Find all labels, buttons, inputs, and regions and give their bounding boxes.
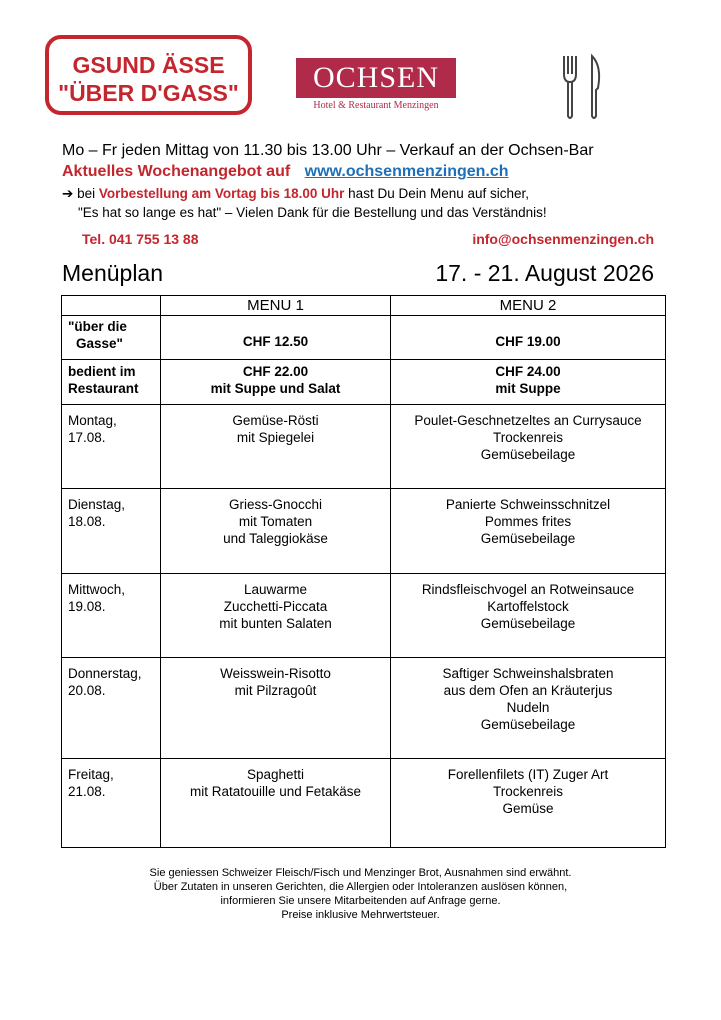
gasse-label-line-1: "über die bbox=[68, 319, 127, 334]
opening-hours: Mo – Fr jeden Mittag von 11.30 bis 13.00 Uhr – Verkauf an der Ochsen-Bar bbox=[62, 142, 594, 159]
gasse-label-line-2: Gasse" bbox=[76, 336, 123, 351]
header-empty-cell bbox=[62, 296, 161, 316]
gasse-price-menu-2: CHF 19.00 bbox=[391, 316, 666, 360]
day-cell bbox=[62, 405, 161, 489]
table-row bbox=[62, 759, 666, 848]
day-cell bbox=[62, 658, 161, 759]
preorder-pre: bei bbox=[73, 186, 99, 201]
menu-2-line: Gemüsebeilage bbox=[480, 717, 576, 732]
footer-line: Über Zutaten in unseren Gerichten, die Allergien oder Intoleranzen auslösen können, bbox=[153, 881, 568, 893]
day-cell bbox=[62, 574, 161, 658]
menu-2-line: Panierte Schweinsschnitzel bbox=[445, 497, 611, 512]
phone-number[interactable]: Tel. 041 755 13 88 bbox=[82, 231, 199, 247]
price-row-restaurant bbox=[62, 360, 666, 405]
menu-2-line: aus dem Ofen an Kräuterjus bbox=[443, 683, 613, 698]
menu-1-line: Gemüse-Rösti bbox=[232, 413, 319, 428]
menu-2-line: Forellenfilets (IT) Zuger Art bbox=[447, 767, 609, 782]
arrow-icon: ➔ bbox=[62, 186, 74, 201]
badge-line-2: "ÜBER D'GASS" bbox=[58, 80, 239, 106]
restaurant-price-menu-2-note: mit Suppe bbox=[495, 381, 561, 396]
day-cell bbox=[62, 489, 161, 574]
day-date: 20.08. bbox=[68, 683, 106, 698]
menu-table bbox=[61, 295, 666, 848]
restaurant-price-menu-1 bbox=[161, 360, 391, 405]
menu-2-cell bbox=[391, 759, 666, 848]
menu-1-line: mit Spiegelei bbox=[236, 430, 315, 445]
badge-line-1: GSUND ÄSSE bbox=[72, 52, 225, 78]
menu-1-line: mit Tomaten bbox=[238, 514, 313, 529]
knife-icon bbox=[592, 56, 599, 118]
menu-1-line: mit Ratatouille und Fetakäse bbox=[189, 784, 362, 799]
page-title: Menüplan bbox=[62, 260, 164, 286]
table-row bbox=[62, 489, 666, 574]
restaurant-label bbox=[62, 360, 161, 405]
menu-2-line: Poulet-Geschnetzeltes an Currysauce bbox=[414, 413, 642, 428]
gasse-label bbox=[62, 316, 161, 360]
gasse-price-menu-1: CHF 12.50 bbox=[161, 316, 391, 360]
table-row bbox=[62, 405, 666, 489]
header-menu-2: MENU 2 bbox=[391, 296, 666, 316]
weekly-offer-line bbox=[62, 163, 509, 181]
menu-2-line: Kartoffelstock bbox=[487, 599, 569, 614]
menu-2-line: Rindsfleischvogel an Rotweinsauce bbox=[421, 582, 635, 597]
menu-1-line: Griess-Gnocchi bbox=[228, 497, 323, 512]
restaurant-label-line-2: Restaurant bbox=[68, 381, 139, 396]
menu-2-line: Gemüsebeilage bbox=[480, 447, 576, 462]
menu-1-line: Lauwarme bbox=[243, 582, 308, 597]
table-row bbox=[62, 658, 666, 759]
menu-1-line: Weisswein-Risotto bbox=[220, 666, 331, 681]
day-name: Montag, bbox=[68, 413, 117, 428]
gsund-aesse-badge bbox=[45, 35, 252, 115]
day-name: Freitag, bbox=[68, 767, 114, 782]
day-name: Mittwoch, bbox=[68, 582, 126, 597]
footer-note bbox=[0, 866, 721, 922]
day-date: 18.08. bbox=[68, 514, 106, 529]
restaurant-price-menu-1-value: CHF 22.00 bbox=[242, 364, 309, 379]
menu-1-cell bbox=[161, 759, 391, 848]
menu-1-line: Spaghetti bbox=[246, 767, 305, 782]
table-header-row bbox=[62, 296, 666, 316]
cutlery-icon bbox=[556, 52, 606, 122]
header-menu-1: MENU 1 bbox=[161, 296, 391, 316]
menu-1-cell bbox=[161, 574, 391, 658]
price-row-gasse bbox=[62, 316, 666, 360]
footer-line: informieren Sie unsere Mitarbeitenden auf Anfrage gerne. bbox=[220, 895, 501, 907]
menu-1-line: mit bunten Salaten bbox=[219, 616, 332, 631]
menu-2-line: Saftiger Schweinshalsbraten bbox=[442, 666, 614, 681]
footer-line: Sie geniessen Schweizer Fleisch/Fisch und Menzinger Brot, Ausnahmen sind erwähnt. bbox=[149, 867, 572, 879]
menu-1-line: mit Pilzragoût bbox=[234, 683, 317, 698]
preorder-highlight: Vorbestellung am Vortag bis 18.00 Uhr bbox=[98, 186, 345, 201]
menu-2-line: Pommes frites bbox=[484, 514, 572, 529]
menu-1-cell bbox=[161, 658, 391, 759]
menu-2-line: Trockenreis bbox=[492, 784, 564, 799]
menu-1-line: Zucchetti-Piccata bbox=[223, 599, 328, 614]
day-name: Donnerstag, bbox=[68, 666, 142, 681]
menu-1-cell bbox=[161, 405, 391, 489]
week-date-range: 17. - 21. August 2026 bbox=[435, 260, 654, 286]
menu-2-cell bbox=[391, 405, 666, 489]
day-name: Dienstag, bbox=[68, 497, 126, 512]
menu-2-line: Gemüsebeilage bbox=[480, 531, 576, 546]
thanks-line: "Es hat so lange es hat" – Vielen Dank für die Bestellung und das Verständnis! bbox=[78, 205, 547, 220]
menu-2-cell bbox=[391, 489, 666, 574]
menu-2-line: Trockenreis bbox=[492, 430, 564, 445]
preorder-post: hast Du Dein Menu auf sicher, bbox=[344, 186, 530, 201]
email-address[interactable]: info@ochsenmenzingen.ch bbox=[472, 231, 654, 247]
menu-2-line: Nudeln bbox=[506, 700, 550, 715]
website-link[interactable]: www.ochsenmenzingen.ch bbox=[304, 163, 509, 180]
weekly-offer-text: Aktuelles Wochenangebot auf bbox=[62, 163, 291, 180]
fork-icon bbox=[564, 56, 576, 118]
day-date: 17.08. bbox=[68, 430, 106, 445]
preorder-line bbox=[62, 186, 529, 202]
restaurant-price-menu-2 bbox=[391, 360, 666, 405]
footer-line: Preise inklusive Mehrwertsteuer. bbox=[281, 909, 440, 921]
ochsen-logo-subtitle: Hotel & Restaurant Menzingen bbox=[313, 100, 439, 111]
restaurant-label-line-1: bedient im bbox=[68, 364, 136, 379]
ochsen-logo: OCHSEN bbox=[296, 58, 456, 98]
menu-2-line: Gemüsebeilage bbox=[480, 616, 576, 631]
day-date: 19.08. bbox=[68, 599, 106, 614]
day-cell bbox=[62, 759, 161, 848]
day-date: 21.08. bbox=[68, 784, 106, 799]
menu-2-cell bbox=[391, 574, 666, 658]
menu-2-cell bbox=[391, 658, 666, 759]
menu-2-line: Gemüse bbox=[502, 801, 554, 816]
restaurant-price-menu-1-note: mit Suppe und Salat bbox=[210, 381, 341, 396]
restaurant-price-menu-2-value: CHF 24.00 bbox=[495, 364, 561, 379]
menu-1-line: und Taleggiokäse bbox=[223, 531, 328, 546]
table-row bbox=[62, 574, 666, 658]
menu-1-cell bbox=[161, 489, 391, 574]
